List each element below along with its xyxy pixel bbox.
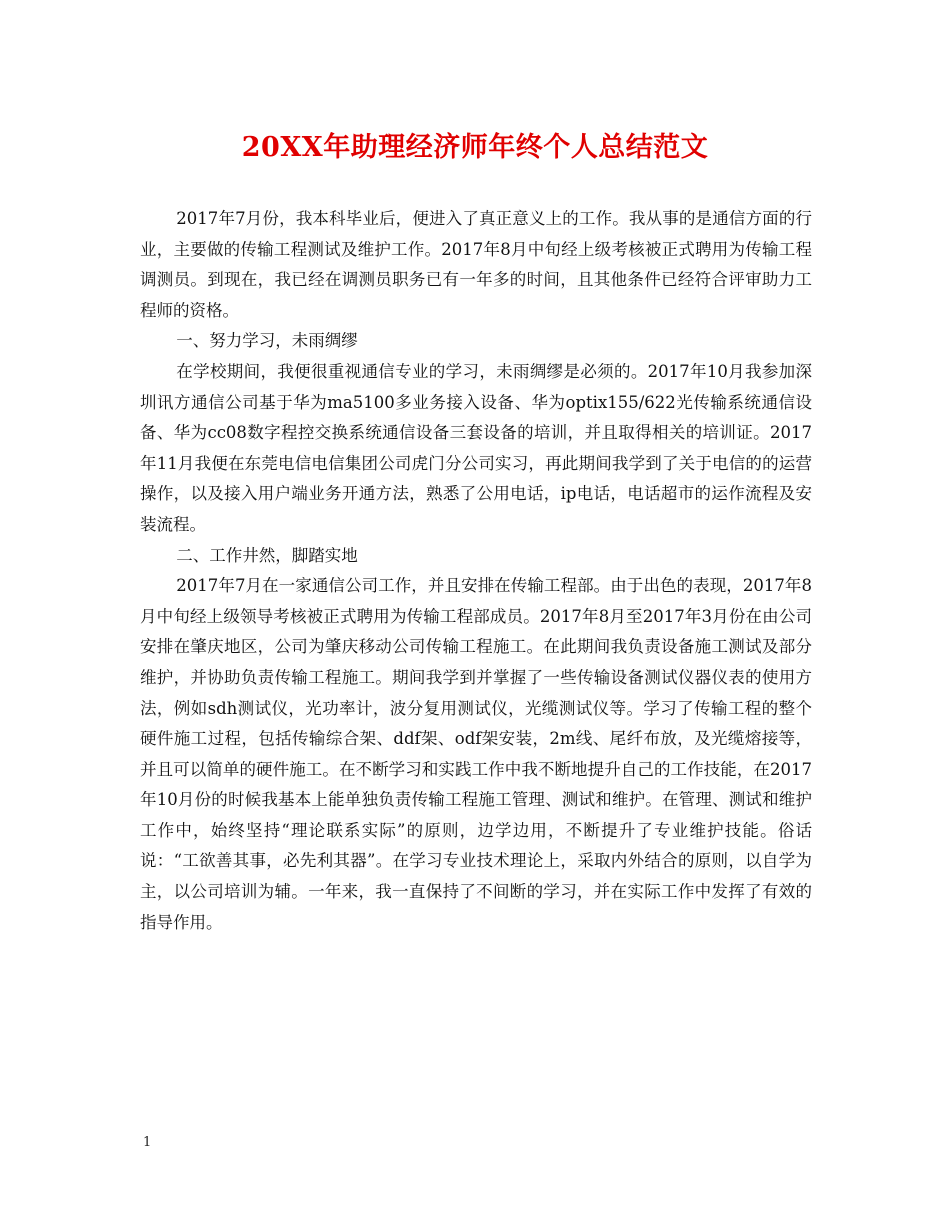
paragraph-study: 在学校期间，我便很重视通信专业的学习，未雨绸缪是必须的。2017年10月我参加深圳讯方通信公司基于华为ma5100多业务接入设备、华为optix155/622光传输系统通信设备、华为cc08数字程控交换系统通信设备三套设备的培训，并且取得相关的培训证。2017年11月我便在东莞电信电信集团公司虎门分公司实习，再此期间我学到了关于电信的的运营操作，以及接入用户端业务开通方法，熟悉了公用电话，ip电话，电话超市的运作流程及安装流程。	[140, 361, 812, 534]
document-title: 20XX年助理经济师年终个人总结范文	[241, 132, 709, 163]
paragraph-work: 2017年7月在一家通信公司工作，并且安排在传输工程部。由于出色的表现，2017年8月中旬经上级领导考核被正式聘用为传输工程部成员。2017年8月至2017年3月份在由公司安排在肇庆地区，公司为肇庆移动公司传输工程施工。在此期间我负责设备施工测试及部分维护，并协助负责传输工程施工。期间我学到并掌握了一些传输设备测试仪器仪表的使用方法，例如sdh测试仪，光功率计，波分复用测试仪，光缆测试仪等。学习了传输工程的整个硬件施工过程，包括传输综合架、ddf架、odf架安装，2m线、尾纤布放，及光缆熔接等，并且可以简单的硬件施工。在不断学习和实践工作中我不断地提升自己的工作技能，在2017年10月份的时候我基本上能单独负责传输工程施工管理、测试和维护。在管理、测试和维护工作中，始终坚持“理论联系实际”的原则，边学边用，不断提升了专业维护技能。俗话说：“工欲善其事，必先利其器”。在学习专业技术理论上，采取内外结合的原则，以自学为主，以公司培训为辅。一年来，我一直保持了不间断的学习，并在实际工作中发挥了有效的指导作用。	[140, 576, 812, 932]
page-number: 1	[143, 1135, 152, 1150]
paragraph-intro: 2017年7月份，我本科毕业后，便进入了真正意义上的工作。我从事的是通信方面的行业，主要做的传输工程测试及维护工作。2017年8月中旬经上级考核被正式聘用为传输工程调测员。到现在，我已经在调测员职务已有一年多的时间，且其他条件已经符合评审助力工程师的资格。	[140, 209, 812, 320]
document-body	[140, 204, 812, 938]
section-heading-2: 二、工作井然，脚踏实地	[176, 545, 358, 565]
section-heading-1: 一、努力学习，未雨绸缪	[176, 331, 358, 351]
